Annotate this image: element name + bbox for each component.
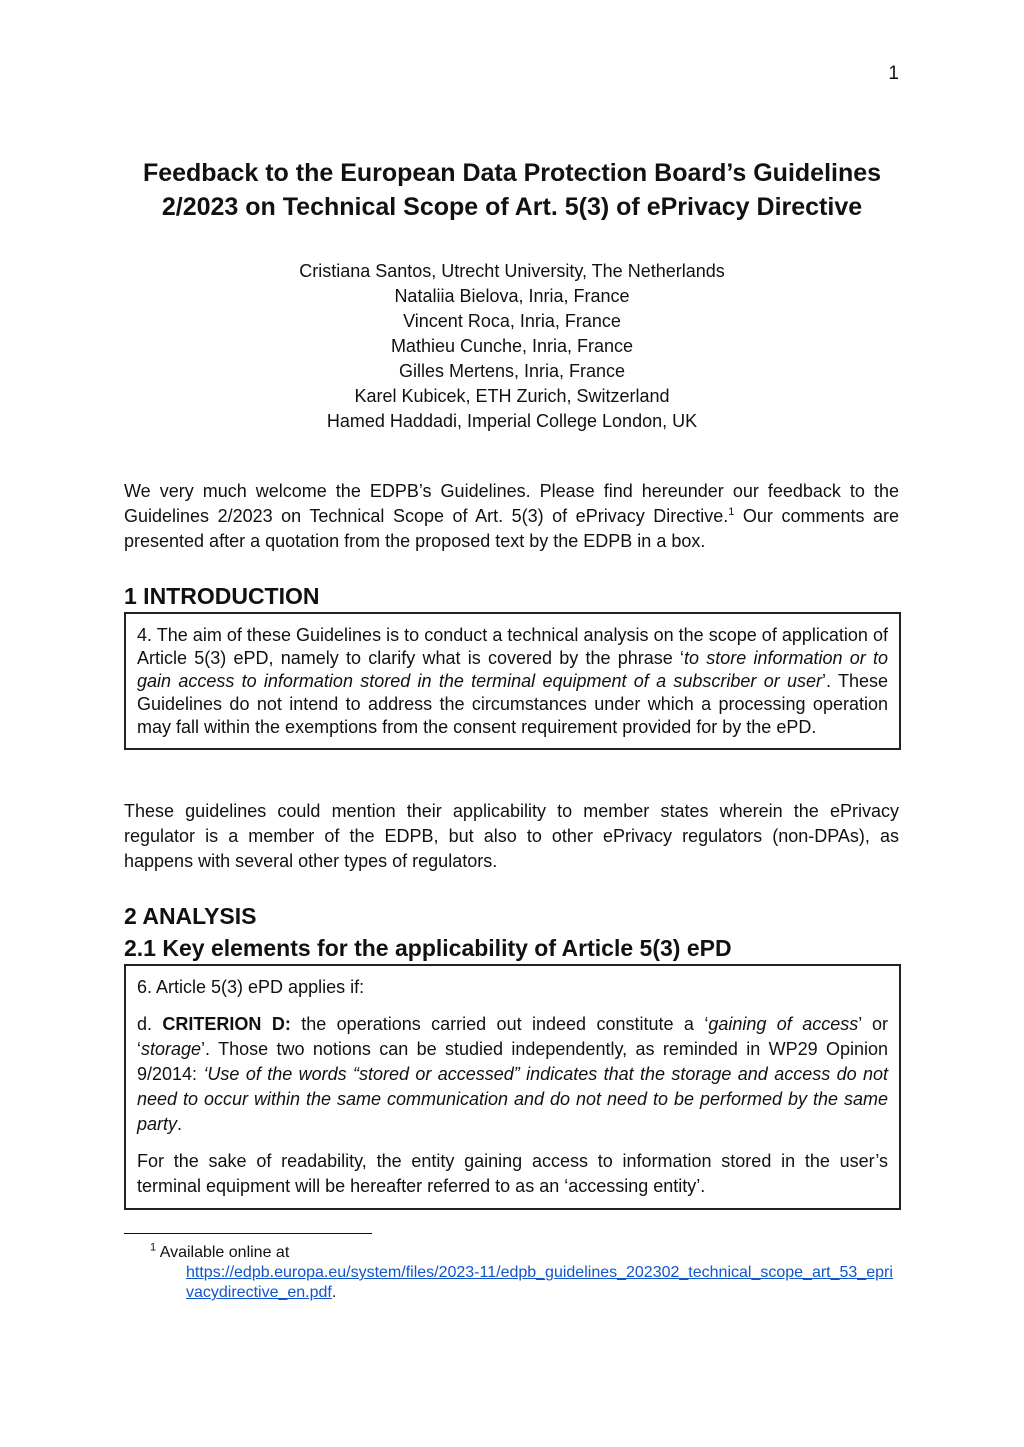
document-title [100, 156, 924, 224]
quote-4-italic: to store information or to gain access to information stored in the terminal equipment of a subscriber or user [137, 648, 888, 691]
quote-6-text-b: ’ or ‘ [137, 1014, 888, 1059]
author: Karel Kubicek, ETH Zurich, Switzerland [354, 386, 670, 406]
intro-text-2: Our comments are presented after a quotation from the proposed text by the EDPB in a box. [124, 506, 900, 551]
quote-6-criterion-d [137, 1012, 888, 1137]
footnote-url-line [186, 1263, 900, 1303]
quote-6-text-c: ’. Those two notions can be studied independently, as reminded in WP29 Opinion 9/2014: [137, 1039, 888, 1084]
footnote-ref[interactable]: 1 [728, 506, 735, 518]
quote-6-italic-3: ‘Use of the words “stored or accessed” indicates that the storage and access do not need to occur within the same communication and do not need to be performed by the same party [137, 1064, 889, 1134]
intro-text-1: We very much welcome the EDPB’s Guidelines. Please find hereunder our feedback to the Guidelines 2/2023 on Technical Scope of Art. 5(3) of ePrivacy Directive. [124, 481, 899, 526]
quote-6-italic-1: gaining of access [708, 1014, 859, 1034]
footnote [150, 1243, 900, 1303]
quote-4-text-2: ’. These Guidelines do not intend to address the circumstances under which a processing operation may fall within the exemptions from the consent requirement provided for by the ePD. [137, 671, 889, 737]
footnote-separator [124, 1233, 372, 1234]
page-number: 1 [888, 63, 899, 84]
quote-6-intro: 6. Article 5(3) ePD applies if: [137, 977, 365, 997]
author: Nataliia Bielova, Inria, France [394, 286, 630, 306]
footnote-suffix: . [331, 1284, 337, 1301]
intro-paragraph [124, 479, 899, 554]
quote-6-text-a: the operations carried out indeed constitute a ‘ [290, 1014, 709, 1034]
author-list [100, 259, 924, 434]
author: Hamed Haddadi, Imperial College London, UK [326, 411, 698, 431]
quote-6-text-d: . [177, 1114, 183, 1134]
quote-box-guideline-6 [124, 964, 901, 1210]
quote-6-prefix: d. [137, 1014, 163, 1034]
author: Gilles Mertens, Inria, France [398, 361, 626, 381]
section-2-1-heading: 2.1 Key elements for the applicability of Article 5(3) ePD [124, 935, 732, 961]
author: Mathieu Cunche, Inria, France [390, 336, 634, 356]
quote-6-readability: For the sake of readability, the entity gaining access to information stored in the user’s terminal equipment will be hereafter referred to as an ‘accessing entity’. [137, 1151, 888, 1196]
section-1-heading: 1 INTRODUCTION [124, 583, 320, 609]
author: Vincent Roca, Inria, France [403, 311, 621, 331]
title-line-2: 2/2023 on Technical Scope of Art. 5(3) of ePrivacy Directive [161, 193, 863, 221]
author: Cristiana Santos, Utrecht University, The Netherlands [299, 261, 725, 281]
criterion-label: CRITERION D: [162, 1014, 291, 1034]
section-2-heading: 2 ANALYSIS [124, 903, 257, 929]
footnote-number: 1 [150, 1241, 157, 1254]
footnote-text: Available online at [156, 1244, 290, 1261]
quote-4-text-1: 4. The aim of these Guidelines is to conduct a technical analysis on the scope of application of Article 5(3) ePD, namely to clarify what is covered by the phrase ‘ [137, 625, 888, 668]
quote-box-guideline-4 [124, 612, 901, 750]
section-1-comment: These guidelines could mention their applicability to member states wherein the ePrivacy regulator is a member of the EDPB, but also to other ePrivacy regulators (non-DPAs), as happens with several other types of regulators. [124, 801, 899, 871]
footnote-link[interactable]: https://edpb.europa.eu/system/files/2023-11/edpb_guidelines_202302_technical_scope_art_53_eprivacydirective_en.pdf [186, 1264, 893, 1301]
quote-6-italic-2: storage [141, 1039, 202, 1059]
title-line-1: Feedback to the European Data Protection Board’s Guidelines [142, 159, 882, 187]
